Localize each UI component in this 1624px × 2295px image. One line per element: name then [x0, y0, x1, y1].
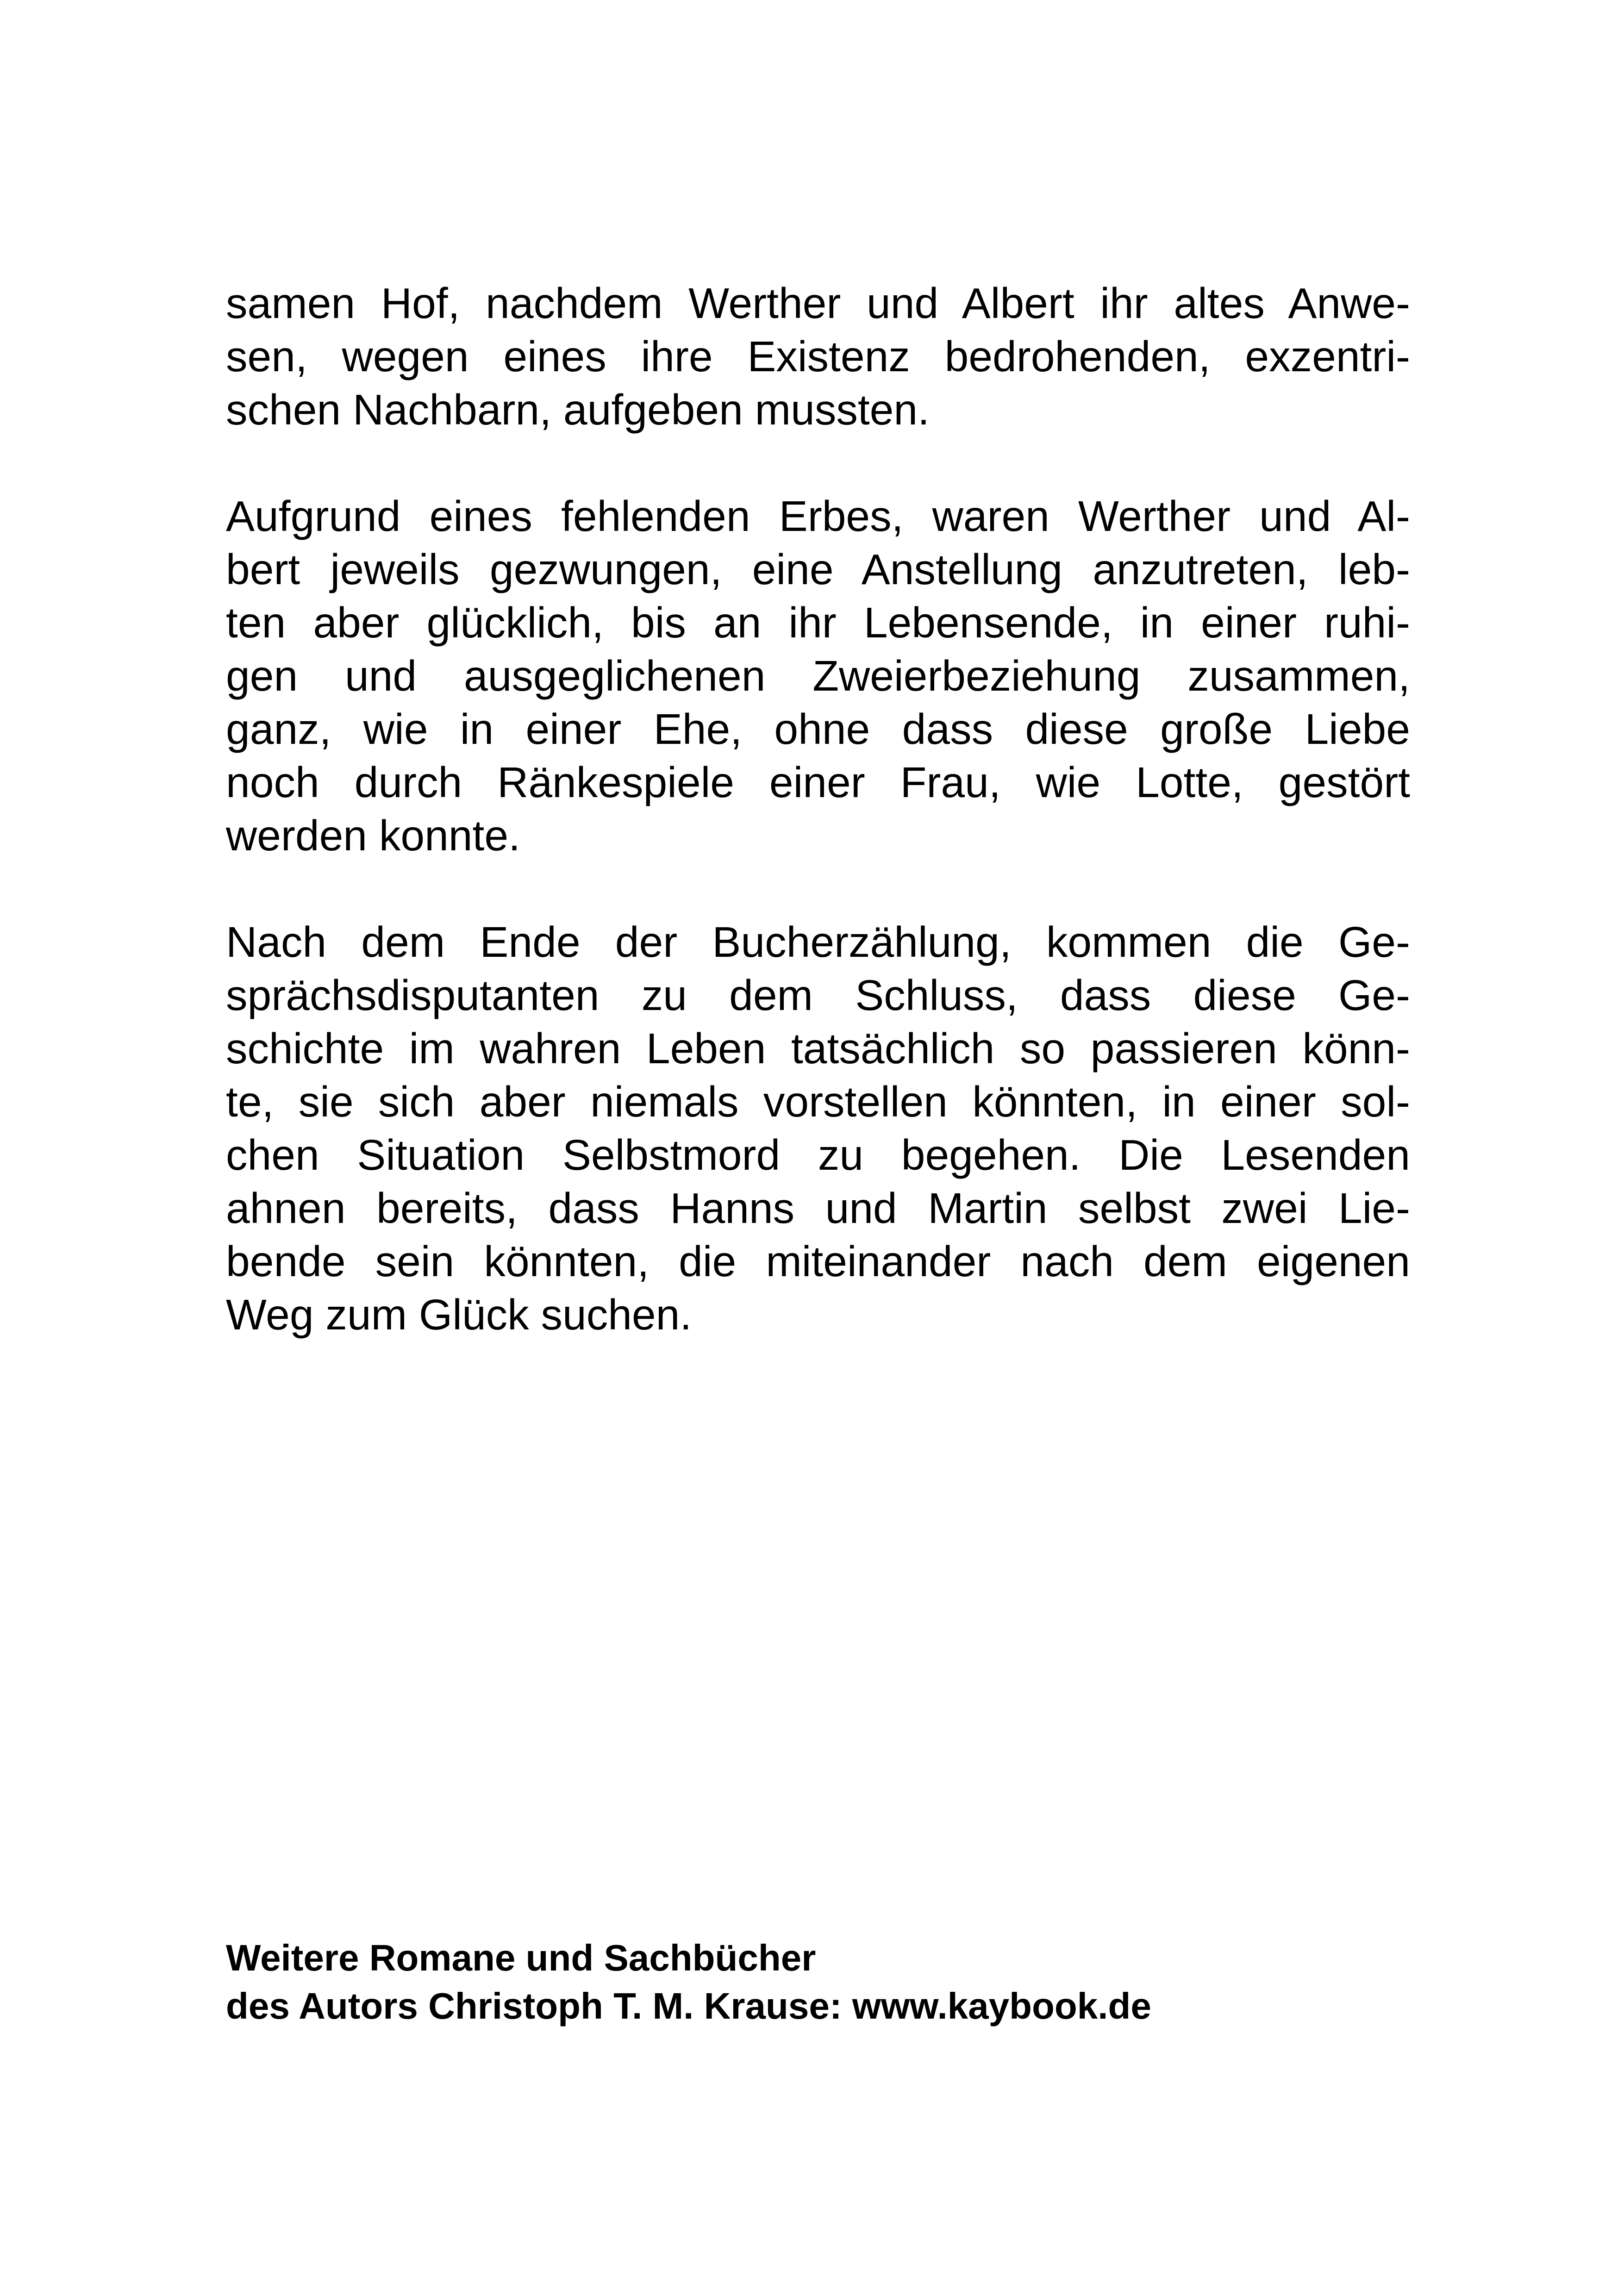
paragraph-2 [226, 490, 1410, 862]
text-line: chen Situation Selbstmord zu begehen. Die Lesenden [226, 1131, 1410, 1179]
text-line: Weg zum Glück suchen. [226, 1291, 692, 1339]
author-note [226, 1934, 1410, 2030]
text-line: sprächsdisputanten zu dem Schluss, dass diese Ge- [226, 971, 1410, 1019]
paragraph-1 [226, 277, 1410, 437]
text-line: Nach dem Ende der Bucherzählung, kommen die Ge- [226, 918, 1410, 966]
paragraph-gap [226, 437, 1410, 490]
text-line: samen Hof, nachdem Werther und Albert ihr altes Anwe- [226, 279, 1410, 327]
text-line: ganz, wie in einer Ehe, ohne dass diese große Liebe [226, 705, 1410, 753]
text-line: noch durch Ränkespiele einer Frau, wie Lotte, gestört [226, 758, 1410, 806]
author-note-line-2: des Autors Christoph T. M. Krause: www.kaybook.de [226, 1985, 1151, 2027]
text-line: schichte im wahren Leben tatsächlich so passieren könn- [226, 1024, 1410, 1073]
text-line: gen und ausgeglichenen Zweierbeziehung zusammen, [226, 652, 1410, 700]
text-line: ten aber glücklich, bis an ihr Lebensende, in einer ruhi- [226, 599, 1410, 647]
text-line: te, sie sich aber niemals vorstellen könnten, in einer sol- [226, 1078, 1410, 1126]
text-line: sen, wegen eines ihre Existenz bedrohenden, exzentri- [226, 332, 1410, 380]
text-line: schen Nachbarn, aufgeben mussten. [226, 386, 930, 434]
text-line: bert jeweils gezwungen, eine Anstellung anzutreten, leb- [226, 545, 1410, 593]
paragraph-3 [226, 916, 1410, 1341]
text-line: werden konnte. [226, 811, 520, 860]
author-note-line-1: Weitere Romane und Sachbücher [226, 1937, 816, 1978]
text-line: ahnen bereits, dass Hanns und Martin selbst zwei Lie- [226, 1184, 1410, 1232]
text-line: bende sein könnten, die miteinander nach dem eigenen [226, 1237, 1410, 1285]
body-text [226, 277, 1410, 1341]
text-line: Aufgrund eines fehlenden Erbes, waren Werther und Al- [226, 492, 1410, 540]
paragraph-gap [226, 862, 1410, 916]
